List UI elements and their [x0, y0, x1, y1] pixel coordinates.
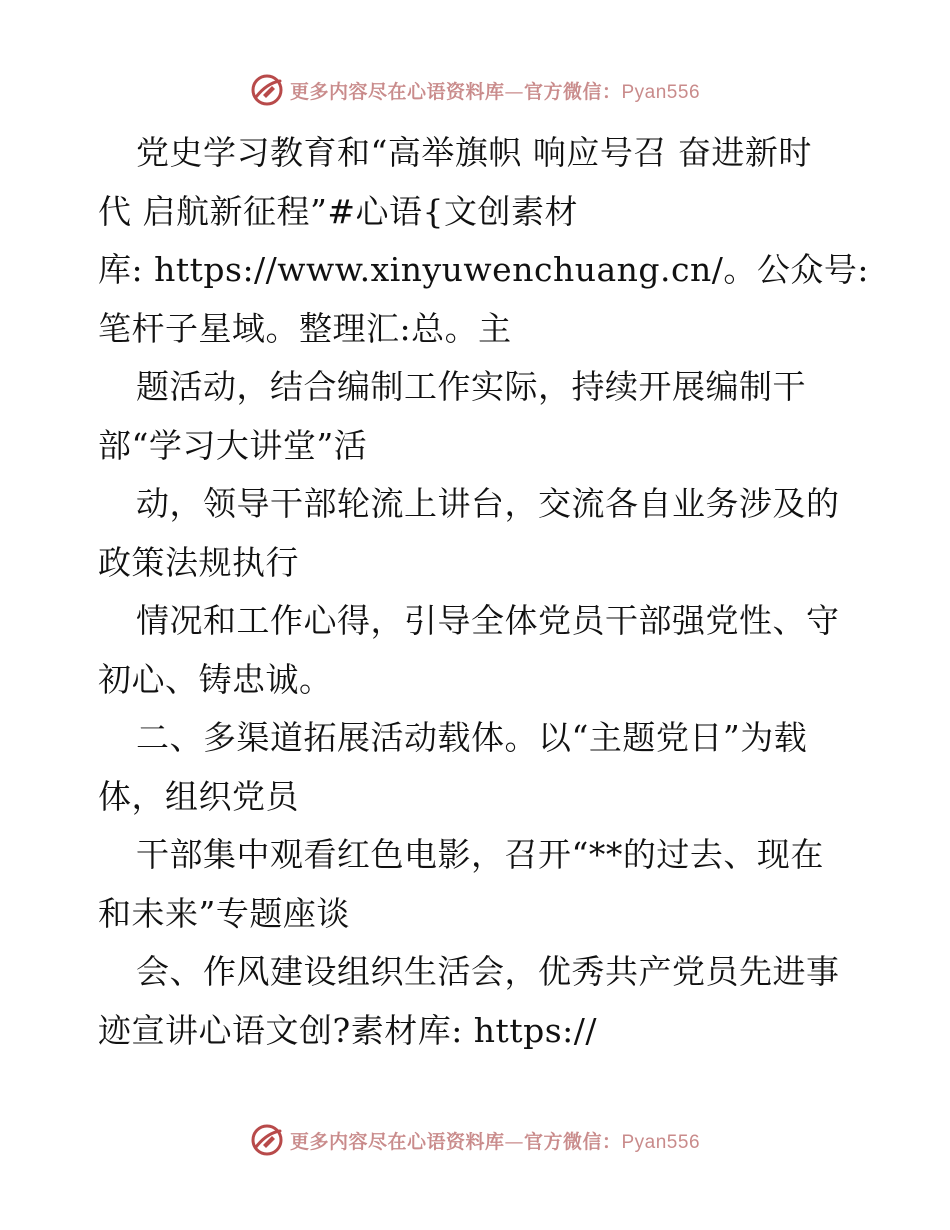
header-banner-text	[290, 77, 700, 104]
text-line: 动，领导干部轮流上讲台，交流各自业务涉及的	[136, 484, 840, 523]
text-line: 情况和工作心得，引导全体党员干部强党性、守	[136, 601, 840, 640]
header-main-text: 更多内容尽在心语资料库	[289, 80, 505, 103]
text-line: 笔杆子星域。整理汇:总。主	[98, 308, 512, 348]
footer-main-text: 更多内容尽在心语资料库	[289, 1130, 505, 1153]
footer-banner-inner	[250, 1123, 700, 1157]
header-separator: —	[504, 80, 524, 103]
text-line: 库: https://www.xinyuwenchuang.cn/。公众号:	[98, 250, 869, 289]
pen-logo-icon	[250, 1123, 284, 1157]
text-line: 二、多渠道拓展活动载体。以“主题党日”为载	[136, 718, 808, 757]
footer-official-text: 官方微信：	[523, 1130, 622, 1153]
footer-id-text: Pyan556	[621, 1131, 701, 1153]
header-id-text: Pyan556	[621, 81, 701, 103]
text-line: 体，组织党员	[98, 776, 299, 816]
text-line: 部“学习大讲堂”活	[98, 425, 368, 465]
header-banner	[0, 70, 950, 110]
text-line: 干部集中观看红色电影，召开“**的过去、现在	[136, 835, 824, 874]
text-line: 题活动，结合编制工作实际，持续开展编制干	[136, 367, 806, 406]
footer-banner-text	[290, 1127, 700, 1154]
footer-separator: —	[504, 1130, 524, 1153]
header-banner-inner	[250, 73, 700, 107]
header-official-text: 官方微信：	[523, 80, 622, 103]
text-line: 会、作风建设组织生活会，优秀共产党员先进事	[136, 952, 840, 991]
text-line: 党史学习教育和“高举旗帜 响应号召 奋进新时	[136, 133, 812, 172]
text-line: 政策法规执行	[98, 542, 299, 582]
text-line: 迹宣讲心语文创?素材库: https://	[98, 1010, 597, 1050]
text-line: 和未来”专题座谈	[98, 893, 350, 933]
footer-banner	[0, 1120, 950, 1160]
text-line: 代 启航新征程”#心语{文创素材	[98, 191, 579, 231]
text-line: 初心、铸忠诚。	[98, 659, 333, 699]
document-body	[98, 124, 869, 1060]
pen-logo-icon	[250, 73, 284, 107]
